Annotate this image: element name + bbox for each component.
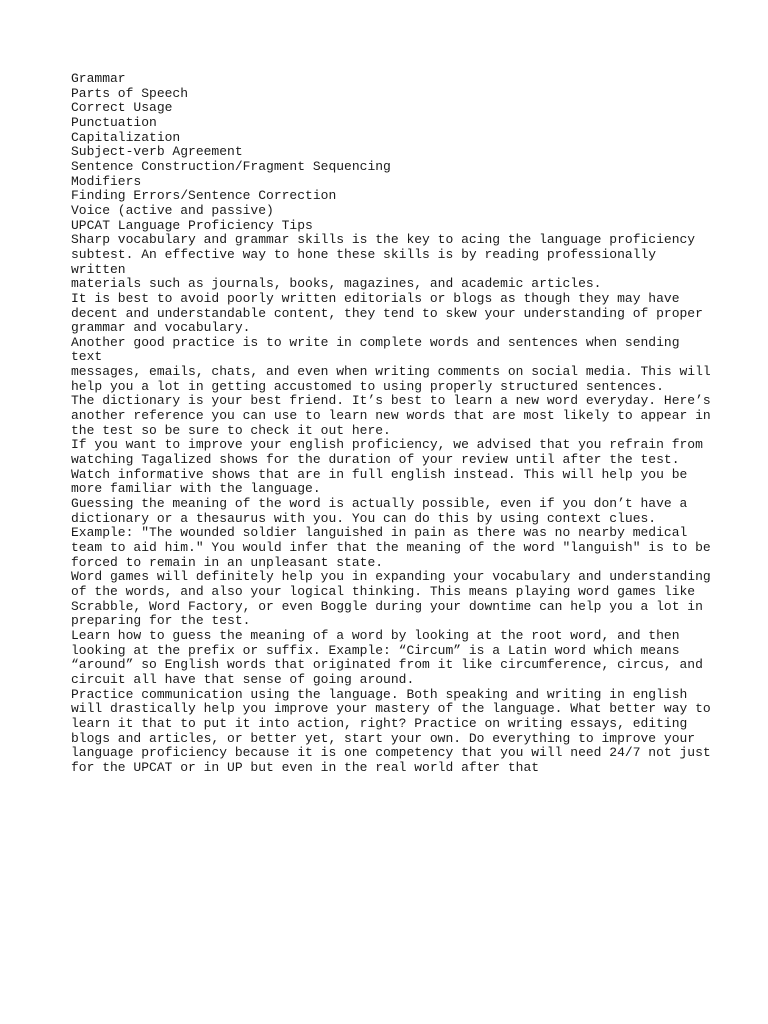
tip-paragraph-complete-sentences: Another good practice is to write in complete words and sentences when sending text messages, emails, chats, and even when writing comments on social media. This will help you a lot in getting accustomed to using properly structured sentences. <box>71 334 711 394</box>
tips-body <box>71 233 711 775</box>
topic-item-correct-usage: Correct Usage <box>71 100 173 116</box>
tip-paragraph-dictionary: The dictionary is your best friend. It’s best to learn a new word everyday. Here’s another reference you can use to learn new words that are most likely to appear in the test so be sure to check it out here. <box>71 393 711 438</box>
tip-paragraph-reading: Sharp vocabulary and grammar skills is the key to acing the language proficiency subtest. An effective way to hone these skills is by reading professionally written materials such as journals, books, magazines, and academic articles. <box>71 232 696 292</box>
tips-heading: UPCAT Language Proficiency Tips <box>71 217 313 233</box>
tip-paragraph-word-games: Word games will definitely help you in expanding your vocabulary and understanding of the words, and also your logical thinking. This means playing word games like Scrabble, Word Factory, or even Boggle during your downtime can help you a lot in preparing for the test. <box>71 569 711 629</box>
topic-item-subject-verb-agreement: Subject-verb Agreement <box>71 144 243 160</box>
topic-item-finding-errors: Finding Errors/Sentence Correction <box>71 188 337 204</box>
topic-item-voice: Voice (active and passive) <box>71 202 274 218</box>
tip-paragraph-context-clues: Guessing the meaning of the word is actually possible, even if you don’t have a dictionary or a thesaurus with you. You can do this by using context clues. Example: "The wounded soldier languished in pain as there was no nearby medical team to aid him." You would infer that the meaning of the word "languish" is to be forced to remain in an unpleasant state. <box>71 496 711 570</box>
topic-list <box>71 72 711 219</box>
topic-item-capitalization: Capitalization <box>71 129 181 145</box>
document-page <box>71 72 711 776</box>
tip-paragraph-english-shows: If you want to improve your english proficiency, we advised that you refrain from watching Tagalized shows for the duration of your review until after the test. Watch informative shows that are in full english instead. This will help you be more familiar with the language. <box>71 437 703 497</box>
topic-item-sentence-construction: Sentence Construction/Fragment Sequencing <box>71 158 391 174</box>
topic-item-punctuation: Punctuation <box>71 114 157 130</box>
tip-paragraph-practice-communication: Practice communication using the language. Both speaking and writing in english will drastically help you improve your mastery of the language. What better way to learn it that to put it into action, right? Practice on writing essays, editing blogs and articles, or better yet, start your own. Do everything to improve your language proficiency because it is one competency that you will need 24/7 not just for the UPCAT or in UP but even in the real world after that <box>71 686 711 775</box>
topic-item-grammar: Grammar <box>71 71 126 86</box>
tip-paragraph-root-words: Learn how to guess the meaning of a word by looking at the root word, and then looking at the prefix or suffix. Example: “Circum” is a Latin word which means “around” so English words that originated from it like circumference, circus, and circuit all have that sense of going around. <box>71 627 703 687</box>
tip-paragraph-avoid-poor-writing: It is best to avoid poorly written editorials or blogs as though they may have decent and understandable content, they tend to skew your understanding of proper grammar and vocabulary. <box>71 290 703 336</box>
topic-item-parts-of-speech: Parts of Speech <box>71 85 189 101</box>
topic-item-modifiers: Modifiers <box>71 173 142 189</box>
